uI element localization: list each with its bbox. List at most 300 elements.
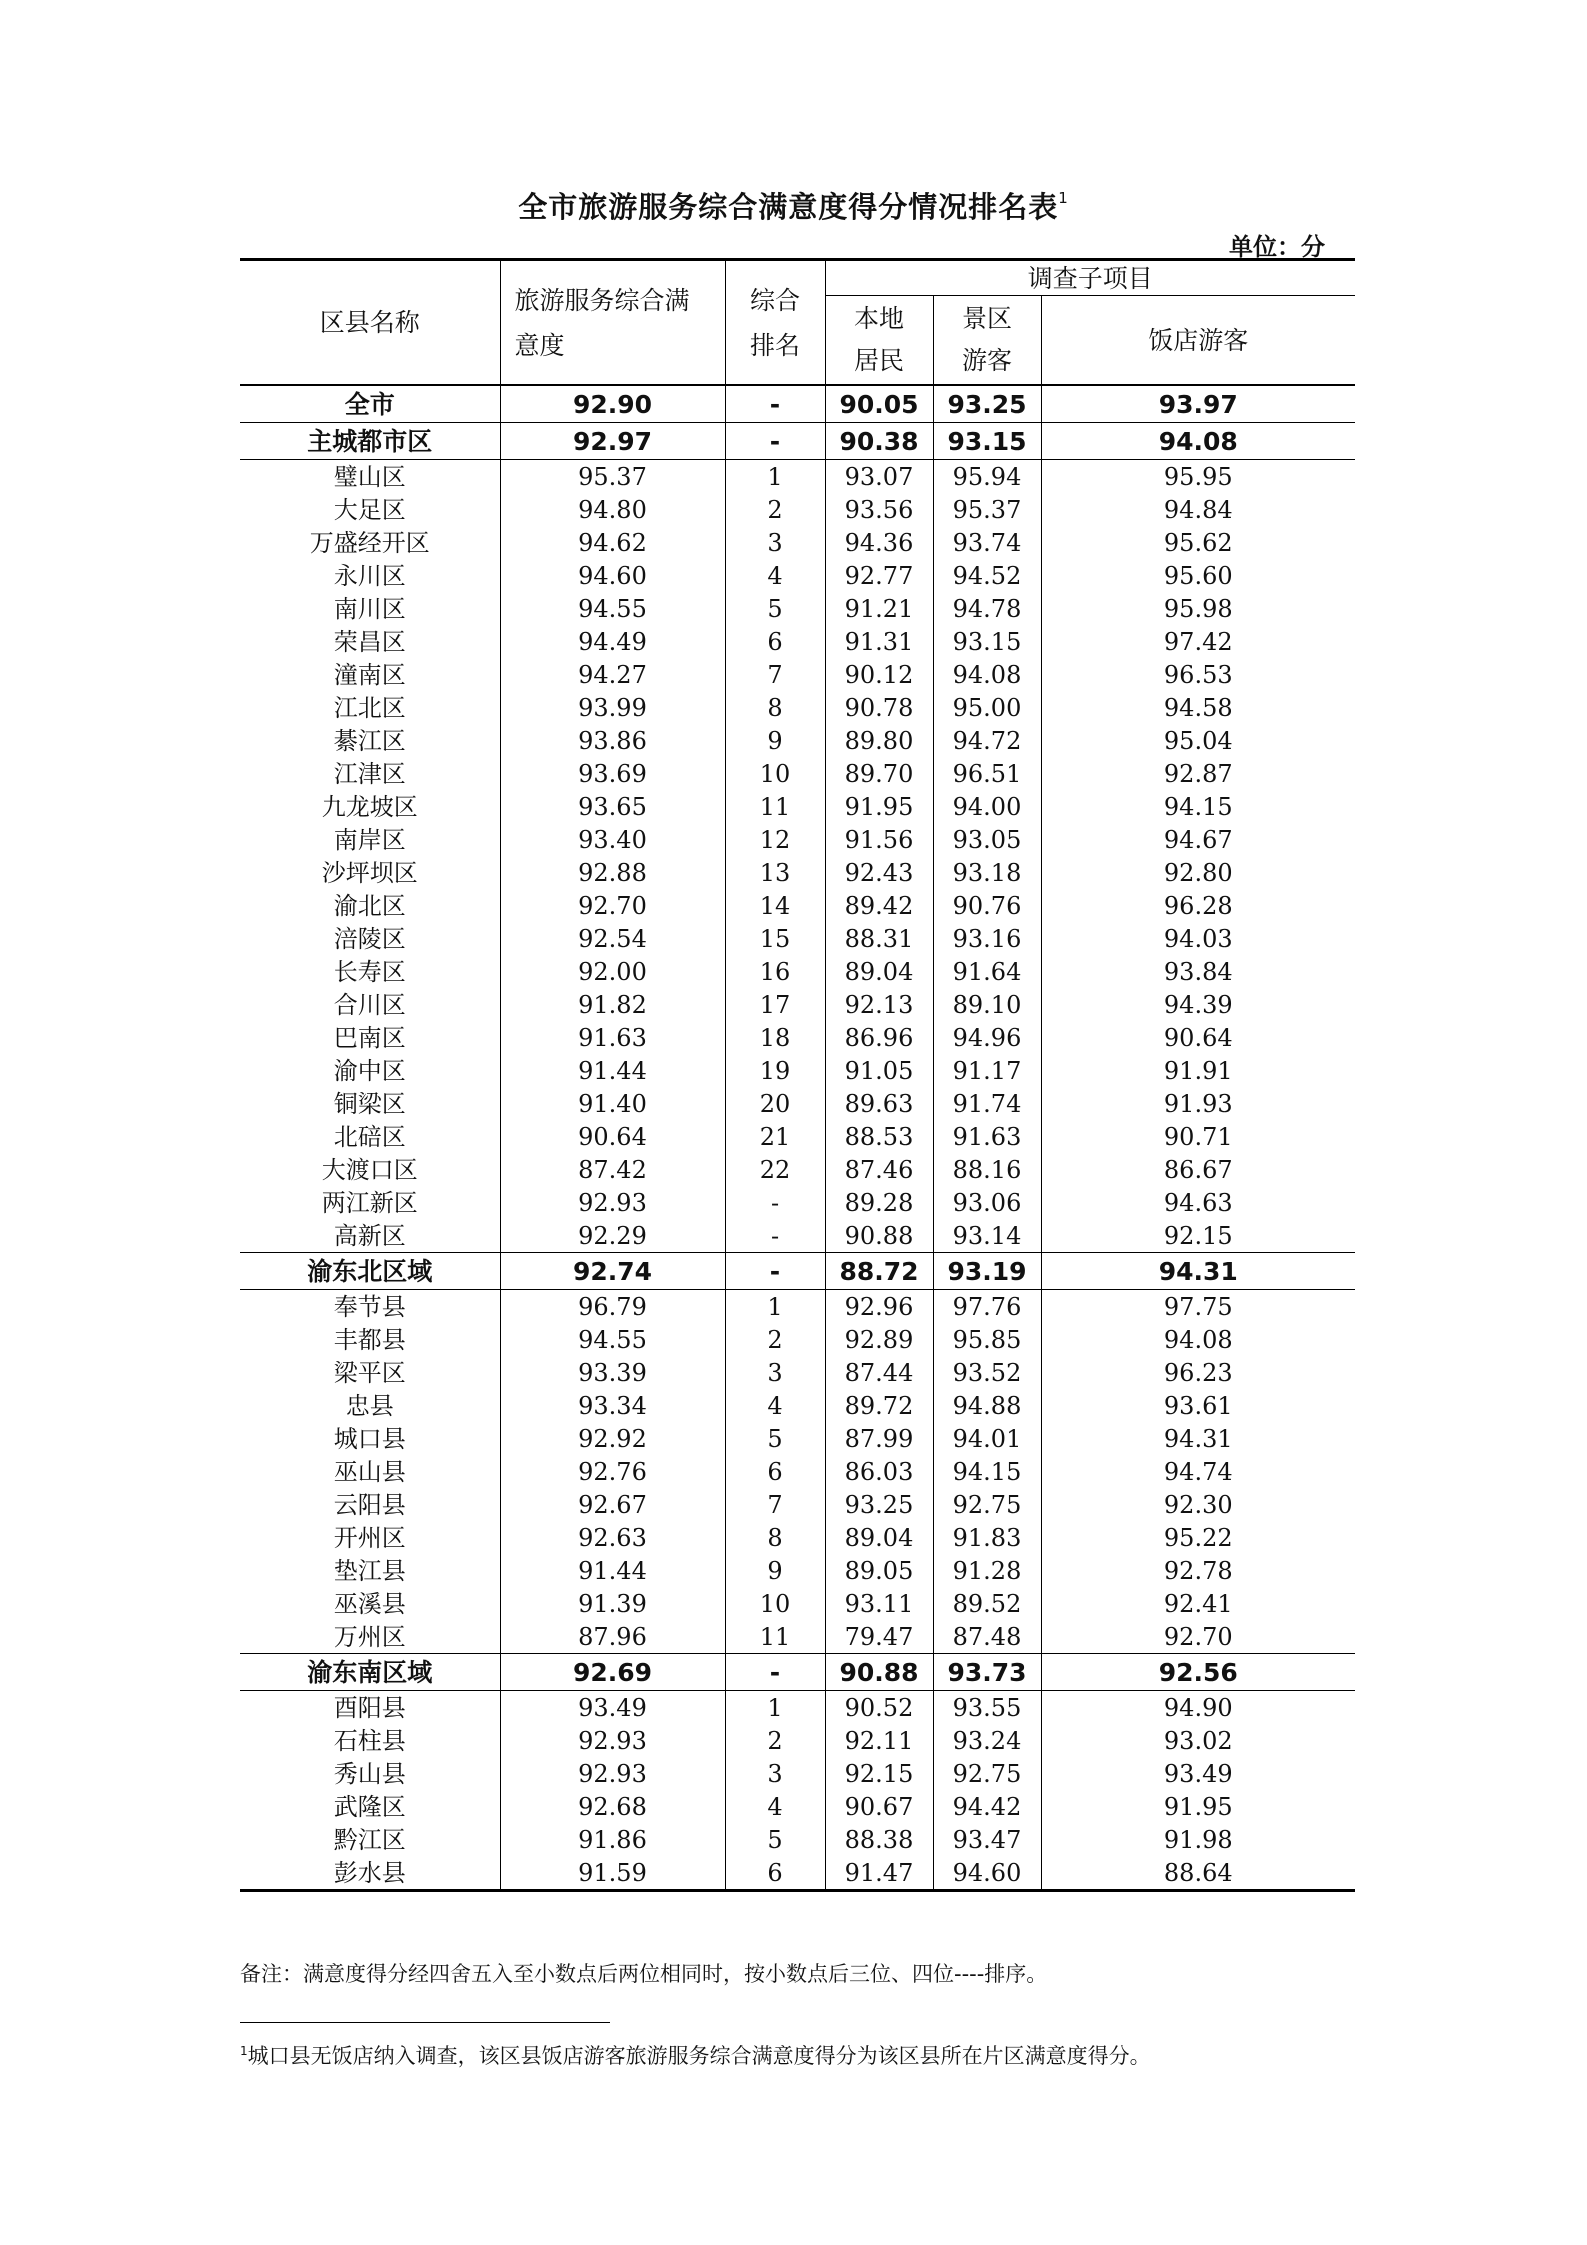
cell-local: 92.77 bbox=[825, 559, 933, 592]
cell-composite: 92.67 bbox=[500, 1488, 725, 1521]
cell-district: 江北区 bbox=[240, 691, 500, 724]
cell-scenic: 94.52 bbox=[933, 559, 1041, 592]
cell-composite: 91.82 bbox=[500, 988, 725, 1021]
footnote-marker: 1 bbox=[1058, 189, 1069, 207]
cell-district: 北碚区 bbox=[240, 1120, 500, 1153]
cell-hotel: 92.30 bbox=[1163, 1490, 1233, 1519]
cell-hotel: 93.02 bbox=[1163, 1726, 1233, 1755]
cell-hotel: 94.31 bbox=[1041, 1253, 1355, 1290]
cell-hotel: 93.84 bbox=[1163, 957, 1233, 986]
cell-local: 93.07 bbox=[825, 460, 933, 494]
cell-composite: 91.40 bbox=[500, 1087, 725, 1120]
cell-scenic: 87.48 bbox=[933, 1620, 1041, 1654]
table-row bbox=[240, 1587, 1355, 1620]
table-row bbox=[240, 658, 1355, 691]
cell-local: 89.04 bbox=[825, 1521, 933, 1554]
remark-note: 备注：满意度得分经四舍五入至小数点后两位相同时，按小数点后三位、四位----排序。 bbox=[240, 1962, 1048, 1986]
cell-local: 91.56 bbox=[825, 823, 933, 856]
cell-scenic: 90.76 bbox=[933, 889, 1041, 922]
cell-district: 南川区 bbox=[240, 592, 500, 625]
table-row bbox=[240, 922, 1355, 955]
cell-hotel: 88.64 bbox=[1163, 1858, 1233, 1887]
cell-composite: 94.27 bbox=[500, 658, 725, 691]
cell-composite: 93.86 bbox=[500, 724, 725, 757]
cell-rank: 5 bbox=[725, 1823, 825, 1856]
cell-district: 奉节县 bbox=[240, 1290, 500, 1324]
cell-scenic: 92.75 bbox=[933, 1757, 1041, 1790]
cell-district: 石柱县 bbox=[240, 1724, 500, 1757]
cell-scenic: 93.24 bbox=[933, 1724, 1041, 1757]
cell-composite: 94.55 bbox=[500, 1323, 725, 1356]
cell-local: 87.44 bbox=[825, 1356, 933, 1389]
cell-hotel: 90.64 bbox=[1163, 1023, 1233, 1052]
cell-district: 渝中区 bbox=[240, 1054, 500, 1087]
cell-local: 92.15 bbox=[825, 1757, 933, 1790]
cell-composite: 92.93 bbox=[500, 1757, 725, 1790]
cell-local: 88.72 bbox=[825, 1253, 933, 1290]
table-row bbox=[240, 1554, 1355, 1587]
cell-local: 92.96 bbox=[825, 1290, 933, 1324]
table-body bbox=[240, 385, 1355, 1891]
header-rank: 综合排名 bbox=[725, 260, 825, 386]
cell-hotel: 92.78 bbox=[1163, 1556, 1233, 1585]
cell-district: 渝东南区域 bbox=[240, 1654, 500, 1691]
cell-scenic: 92.75 bbox=[933, 1488, 1041, 1521]
cell-district: 南岸区 bbox=[240, 823, 500, 856]
cell-composite: 92.54 bbox=[500, 922, 725, 955]
cell-local: 91.47 bbox=[825, 1856, 933, 1891]
cell-hotel: 95.22 bbox=[1163, 1523, 1233, 1552]
cell-composite: 93.99 bbox=[500, 691, 725, 724]
cell-hotel: 97.42 bbox=[1163, 627, 1233, 656]
cell-composite: 92.93 bbox=[500, 1186, 725, 1219]
cell-hotel: 95.98 bbox=[1163, 594, 1233, 623]
cell-hotel: 91.91 bbox=[1163, 1056, 1233, 1085]
cell-rank: - bbox=[725, 1219, 825, 1253]
cell-local: 93.25 bbox=[825, 1488, 933, 1521]
cell-district: 黔江区 bbox=[240, 1823, 500, 1856]
footnote bbox=[240, 2040, 1151, 2070]
cell-scenic: 91.17 bbox=[933, 1054, 1041, 1087]
cell-scenic: 94.08 bbox=[933, 658, 1041, 691]
header-sub-items: 调查子项目 bbox=[825, 260, 1355, 296]
cell-rank: 8 bbox=[725, 691, 825, 724]
header-district: 区县名称 bbox=[240, 260, 500, 386]
table-row bbox=[240, 1290, 1355, 1324]
cell-district: 忠县 bbox=[240, 1389, 500, 1422]
cell-composite: 91.44 bbox=[500, 1054, 725, 1087]
cell-local: 91.31 bbox=[825, 625, 933, 658]
cell-hotel: 95.04 bbox=[1163, 726, 1233, 755]
table-row bbox=[240, 1790, 1355, 1823]
table-row bbox=[240, 460, 1355, 494]
table-row bbox=[240, 823, 1355, 856]
cell-district: 巫溪县 bbox=[240, 1587, 500, 1620]
cell-district: 璧山区 bbox=[240, 460, 500, 494]
footnote-text: 城口县无饭店纳入调查，该区县饭店游客旅游服务综合满意度得分为该区县所在片区满意度得分。 bbox=[247, 2044, 1151, 2068]
cell-district: 长寿区 bbox=[240, 955, 500, 988]
cell-district: 高新区 bbox=[240, 1219, 500, 1253]
table-row bbox=[240, 1219, 1355, 1253]
cell-scenic: 91.83 bbox=[933, 1521, 1041, 1554]
cell-scenic: 91.74 bbox=[933, 1087, 1041, 1120]
cell-composite: 94.49 bbox=[500, 625, 725, 658]
cell-hotel: 93.49 bbox=[1163, 1759, 1233, 1788]
cell-rank: 22 bbox=[725, 1153, 825, 1186]
cell-composite: 92.29 bbox=[500, 1219, 725, 1253]
cell-rank: 5 bbox=[725, 592, 825, 625]
cell-composite: 93.40 bbox=[500, 823, 725, 856]
cell-composite: 92.70 bbox=[500, 889, 725, 922]
cell-district: 城口县 bbox=[240, 1422, 500, 1455]
cell-rank: 14 bbox=[725, 889, 825, 922]
cell-rank: - bbox=[725, 1186, 825, 1219]
cell-composite: 92.63 bbox=[500, 1521, 725, 1554]
table-row bbox=[240, 1620, 1355, 1654]
table-row bbox=[240, 526, 1355, 559]
cell-local: 87.99 bbox=[825, 1422, 933, 1455]
cell-composite: 92.76 bbox=[500, 1455, 725, 1488]
cell-rank: 11 bbox=[725, 1620, 825, 1654]
cell-rank: 10 bbox=[725, 1587, 825, 1620]
cell-scenic: 93.73 bbox=[933, 1654, 1041, 1691]
cell-rank: 4 bbox=[725, 1790, 825, 1823]
cell-local: 93.11 bbox=[825, 1587, 933, 1620]
cell-local: 90.12 bbox=[825, 658, 933, 691]
cell-rank: 3 bbox=[725, 1757, 825, 1790]
header-scenic: 景区游客 bbox=[933, 296, 1041, 386]
cell-hotel: 92.56 bbox=[1041, 1654, 1355, 1691]
cell-district: 丰都县 bbox=[240, 1323, 500, 1356]
cell-composite: 91.59 bbox=[500, 1856, 725, 1891]
table-row bbox=[240, 1724, 1355, 1757]
table-row bbox=[240, 1757, 1355, 1790]
cell-composite: 91.39 bbox=[500, 1587, 725, 1620]
cell-district: 永川区 bbox=[240, 559, 500, 592]
cell-rank: 15 bbox=[725, 922, 825, 955]
unit-label: 单位：分 bbox=[1229, 233, 1325, 261]
cell-hotel: 94.08 bbox=[1041, 423, 1355, 460]
cell-hotel: 94.58 bbox=[1163, 693, 1233, 722]
cell-scenic: 89.52 bbox=[933, 1587, 1041, 1620]
cell-hotel: 86.67 bbox=[1163, 1155, 1233, 1184]
cell-hotel: 94.03 bbox=[1163, 924, 1233, 953]
cell-composite: 93.65 bbox=[500, 790, 725, 823]
cell-local: 90.67 bbox=[825, 1790, 933, 1823]
cell-hotel: 92.80 bbox=[1163, 858, 1233, 887]
cell-district: 全市 bbox=[240, 385, 500, 423]
header-local: 本地居民 bbox=[825, 296, 933, 386]
cell-district: 荣昌区 bbox=[240, 625, 500, 658]
cell-scenic: 89.10 bbox=[933, 988, 1041, 1021]
cell-district: 主城都市区 bbox=[240, 423, 500, 460]
cell-local: 90.78 bbox=[825, 691, 933, 724]
cell-hotel: 93.97 bbox=[1041, 385, 1355, 423]
table-row bbox=[240, 1455, 1355, 1488]
cell-scenic: 93.18 bbox=[933, 856, 1041, 889]
cell-hotel: 94.90 bbox=[1163, 1693, 1233, 1722]
cell-composite: 87.96 bbox=[500, 1620, 725, 1654]
cell-hotel: 97.75 bbox=[1163, 1292, 1233, 1321]
cell-composite: 94.62 bbox=[500, 526, 725, 559]
cell-composite: 96.79 bbox=[500, 1290, 725, 1324]
table-row bbox=[240, 889, 1355, 922]
table-row bbox=[240, 790, 1355, 823]
table-row bbox=[240, 691, 1355, 724]
cell-district: 合川区 bbox=[240, 988, 500, 1021]
cell-district: 万盛经开区 bbox=[240, 526, 500, 559]
table-row bbox=[240, 1153, 1355, 1186]
cell-hotel: 95.60 bbox=[1163, 561, 1233, 590]
cell-district: 江津区 bbox=[240, 757, 500, 790]
cell-rank: 4 bbox=[725, 559, 825, 592]
cell-hotel: 96.23 bbox=[1163, 1358, 1233, 1387]
cell-local: 86.03 bbox=[825, 1455, 933, 1488]
cell-scenic: 94.88 bbox=[933, 1389, 1041, 1422]
cell-rank: 5 bbox=[725, 1422, 825, 1455]
cell-rank: 2 bbox=[725, 1724, 825, 1757]
cell-composite: 92.97 bbox=[500, 423, 725, 460]
cell-rank: 9 bbox=[725, 724, 825, 757]
cell-hotel: 92.41 bbox=[1163, 1589, 1233, 1618]
cell-local: 89.28 bbox=[825, 1186, 933, 1219]
cell-rank: 19 bbox=[725, 1054, 825, 1087]
cell-local: 91.05 bbox=[825, 1054, 933, 1087]
table-row bbox=[240, 955, 1355, 988]
cell-composite: 94.60 bbox=[500, 559, 725, 592]
cell-hotel: 95.62 bbox=[1163, 528, 1233, 557]
cell-hotel: 92.15 bbox=[1163, 1221, 1233, 1250]
cell-rank: 7 bbox=[725, 658, 825, 691]
cell-composite: 92.92 bbox=[500, 1422, 725, 1455]
cell-hotel: 91.93 bbox=[1163, 1089, 1233, 1118]
cell-local: 90.88 bbox=[825, 1654, 933, 1691]
cell-district: 九龙坡区 bbox=[240, 790, 500, 823]
cell-rank: - bbox=[725, 423, 825, 460]
table-row bbox=[240, 1087, 1355, 1120]
table-row bbox=[240, 1856, 1355, 1891]
table-row bbox=[240, 1021, 1355, 1054]
cell-composite: 91.63 bbox=[500, 1021, 725, 1054]
cell-scenic: 94.78 bbox=[933, 592, 1041, 625]
cell-rank: 17 bbox=[725, 988, 825, 1021]
table-row bbox=[240, 592, 1355, 625]
cell-district: 巫山县 bbox=[240, 1455, 500, 1488]
cell-composite: 93.69 bbox=[500, 757, 725, 790]
cell-district: 綦江区 bbox=[240, 724, 500, 757]
cell-hotel: 92.87 bbox=[1163, 759, 1233, 788]
cell-local: 92.13 bbox=[825, 988, 933, 1021]
table-row bbox=[240, 1422, 1355, 1455]
cell-scenic: 95.94 bbox=[933, 460, 1041, 494]
cell-local: 89.42 bbox=[825, 889, 933, 922]
cell-district: 涪陵区 bbox=[240, 922, 500, 955]
cell-rank: 6 bbox=[725, 1455, 825, 1488]
cell-hotel: 94.08 bbox=[1163, 1325, 1233, 1354]
table-row bbox=[240, 1521, 1355, 1554]
footnote-divider bbox=[240, 2022, 610, 2023]
cell-local: 89.72 bbox=[825, 1389, 933, 1422]
cell-composite: 92.74 bbox=[500, 1253, 725, 1290]
cell-local: 87.46 bbox=[825, 1153, 933, 1186]
cell-scenic: 93.14 bbox=[933, 1219, 1041, 1253]
cell-rank: - bbox=[725, 1253, 825, 1290]
cell-hotel: 95.95 bbox=[1163, 462, 1233, 491]
table-row bbox=[240, 724, 1355, 757]
cell-rank: 21 bbox=[725, 1120, 825, 1153]
table-row bbox=[240, 1823, 1355, 1856]
cell-district: 彭水县 bbox=[240, 1856, 500, 1891]
table-row bbox=[240, 988, 1355, 1021]
cell-district: 渝东北区域 bbox=[240, 1253, 500, 1290]
cell-rank: 9 bbox=[725, 1554, 825, 1587]
cell-scenic: 93.06 bbox=[933, 1186, 1041, 1219]
cell-scenic: 93.74 bbox=[933, 526, 1041, 559]
cell-local: 89.04 bbox=[825, 955, 933, 988]
cell-hotel: 94.67 bbox=[1163, 825, 1233, 854]
cell-local: 89.05 bbox=[825, 1554, 933, 1587]
cell-rank: 4 bbox=[725, 1389, 825, 1422]
cell-rank: 16 bbox=[725, 955, 825, 988]
table-row bbox=[240, 1389, 1355, 1422]
cell-scenic: 94.96 bbox=[933, 1021, 1041, 1054]
cell-rank: 13 bbox=[725, 856, 825, 889]
cell-district: 云阳县 bbox=[240, 1488, 500, 1521]
cell-rank: 7 bbox=[725, 1488, 825, 1521]
cell-composite: 91.44 bbox=[500, 1554, 725, 1587]
cell-scenic: 94.01 bbox=[933, 1422, 1041, 1455]
cell-local: 89.80 bbox=[825, 724, 933, 757]
cell-hotel: 94.15 bbox=[1163, 792, 1233, 821]
cell-district: 大足区 bbox=[240, 493, 500, 526]
cell-local: 89.70 bbox=[825, 757, 933, 790]
cell-local: 93.56 bbox=[825, 493, 933, 526]
cell-scenic: 94.00 bbox=[933, 790, 1041, 823]
summary-row bbox=[240, 423, 1355, 460]
cell-hotel: 93.61 bbox=[1163, 1391, 1233, 1420]
cell-scenic: 93.25 bbox=[933, 385, 1041, 423]
table-row bbox=[240, 1120, 1355, 1153]
cell-district: 大渡口区 bbox=[240, 1153, 500, 1186]
cell-local: 91.95 bbox=[825, 790, 933, 823]
cell-composite: 95.37 bbox=[500, 460, 725, 494]
table-row bbox=[240, 1691, 1355, 1725]
ranking-table bbox=[240, 258, 1355, 1892]
cell-scenic: 88.16 bbox=[933, 1153, 1041, 1186]
cell-rank: 2 bbox=[725, 1323, 825, 1356]
cell-local: 91.21 bbox=[825, 592, 933, 625]
cell-local: 92.43 bbox=[825, 856, 933, 889]
cell-hotel: 91.95 bbox=[1163, 1792, 1233, 1821]
cell-hotel: 96.53 bbox=[1163, 660, 1233, 689]
cell-hotel: 91.98 bbox=[1163, 1825, 1233, 1854]
cell-local: 79.47 bbox=[825, 1620, 933, 1654]
cell-local: 88.31 bbox=[825, 922, 933, 955]
cell-scenic: 95.37 bbox=[933, 493, 1041, 526]
summary-row bbox=[240, 1654, 1355, 1691]
cell-scenic: 96.51 bbox=[933, 757, 1041, 790]
cell-rank: 6 bbox=[725, 625, 825, 658]
cell-district: 铜梁区 bbox=[240, 1087, 500, 1120]
cell-district: 垫江县 bbox=[240, 1554, 500, 1587]
header-hotel: 饭店游客 bbox=[1041, 296, 1355, 386]
cell-district: 梁平区 bbox=[240, 1356, 500, 1389]
cell-rank: 10 bbox=[725, 757, 825, 790]
table-row bbox=[240, 493, 1355, 526]
cell-hotel: 96.28 bbox=[1163, 891, 1233, 920]
cell-rank: 3 bbox=[725, 1356, 825, 1389]
table-row bbox=[240, 757, 1355, 790]
cell-rank: 3 bbox=[725, 526, 825, 559]
cell-rank: - bbox=[725, 1654, 825, 1691]
table-row bbox=[240, 856, 1355, 889]
cell-local: 88.53 bbox=[825, 1120, 933, 1153]
cell-scenic: 93.55 bbox=[933, 1691, 1041, 1725]
cell-district: 开州区 bbox=[240, 1521, 500, 1554]
cell-rank: 1 bbox=[725, 1691, 825, 1725]
cell-composite: 92.93 bbox=[500, 1724, 725, 1757]
table-row bbox=[240, 1323, 1355, 1356]
cell-district: 潼南区 bbox=[240, 658, 500, 691]
cell-hotel: 94.31 bbox=[1163, 1424, 1233, 1453]
cell-local: 90.52 bbox=[825, 1691, 933, 1725]
cell-scenic: 97.76 bbox=[933, 1290, 1041, 1324]
cell-local: 92.11 bbox=[825, 1724, 933, 1757]
cell-scenic: 94.72 bbox=[933, 724, 1041, 757]
table-row bbox=[240, 625, 1355, 658]
cell-hotel: 90.71 bbox=[1163, 1122, 1233, 1151]
cell-hotel: 94.39 bbox=[1163, 990, 1233, 1019]
cell-scenic: 91.28 bbox=[933, 1554, 1041, 1587]
table-row bbox=[240, 1356, 1355, 1389]
cell-district: 沙坪坝区 bbox=[240, 856, 500, 889]
cell-composite: 94.55 bbox=[500, 592, 725, 625]
cell-district: 酉阳县 bbox=[240, 1691, 500, 1725]
cell-hotel: 94.84 bbox=[1163, 495, 1233, 524]
cell-hotel: 94.63 bbox=[1163, 1188, 1233, 1217]
cell-scenic: 95.85 bbox=[933, 1323, 1041, 1356]
cell-scenic: 94.42 bbox=[933, 1790, 1041, 1823]
cell-scenic: 95.00 bbox=[933, 691, 1041, 724]
cell-district: 巴南区 bbox=[240, 1021, 500, 1054]
cell-district: 两江新区 bbox=[240, 1186, 500, 1219]
cell-district: 万州区 bbox=[240, 1620, 500, 1654]
cell-scenic: 93.15 bbox=[933, 423, 1041, 460]
page-title: 全市旅游服务综合满意度得分情况排名表$^1$ bbox=[518, 189, 1069, 224]
cell-composite: 93.39 bbox=[500, 1356, 725, 1389]
cell-rank: 6 bbox=[725, 1856, 825, 1891]
table-row bbox=[240, 1186, 1355, 1219]
cell-scenic: 93.05 bbox=[933, 823, 1041, 856]
cell-rank: 12 bbox=[725, 823, 825, 856]
cell-scenic: 94.15 bbox=[933, 1455, 1041, 1488]
summary-row bbox=[240, 1253, 1355, 1290]
cell-hotel: 92.70 bbox=[1163, 1622, 1233, 1651]
cell-district: 武隆区 bbox=[240, 1790, 500, 1823]
cell-local: 86.96 bbox=[825, 1021, 933, 1054]
cell-scenic: 91.63 bbox=[933, 1120, 1041, 1153]
cell-rank: 20 bbox=[725, 1087, 825, 1120]
table-row bbox=[240, 1054, 1355, 1087]
cell-rank: 1 bbox=[725, 460, 825, 494]
cell-composite: 87.42 bbox=[500, 1153, 725, 1186]
cell-local: 90.88 bbox=[825, 1219, 933, 1253]
cell-composite: 90.64 bbox=[500, 1120, 725, 1153]
cell-local: 94.36 bbox=[825, 526, 933, 559]
cell-local: 90.05 bbox=[825, 385, 933, 423]
cell-local: 89.63 bbox=[825, 1087, 933, 1120]
cell-rank: 18 bbox=[725, 1021, 825, 1054]
